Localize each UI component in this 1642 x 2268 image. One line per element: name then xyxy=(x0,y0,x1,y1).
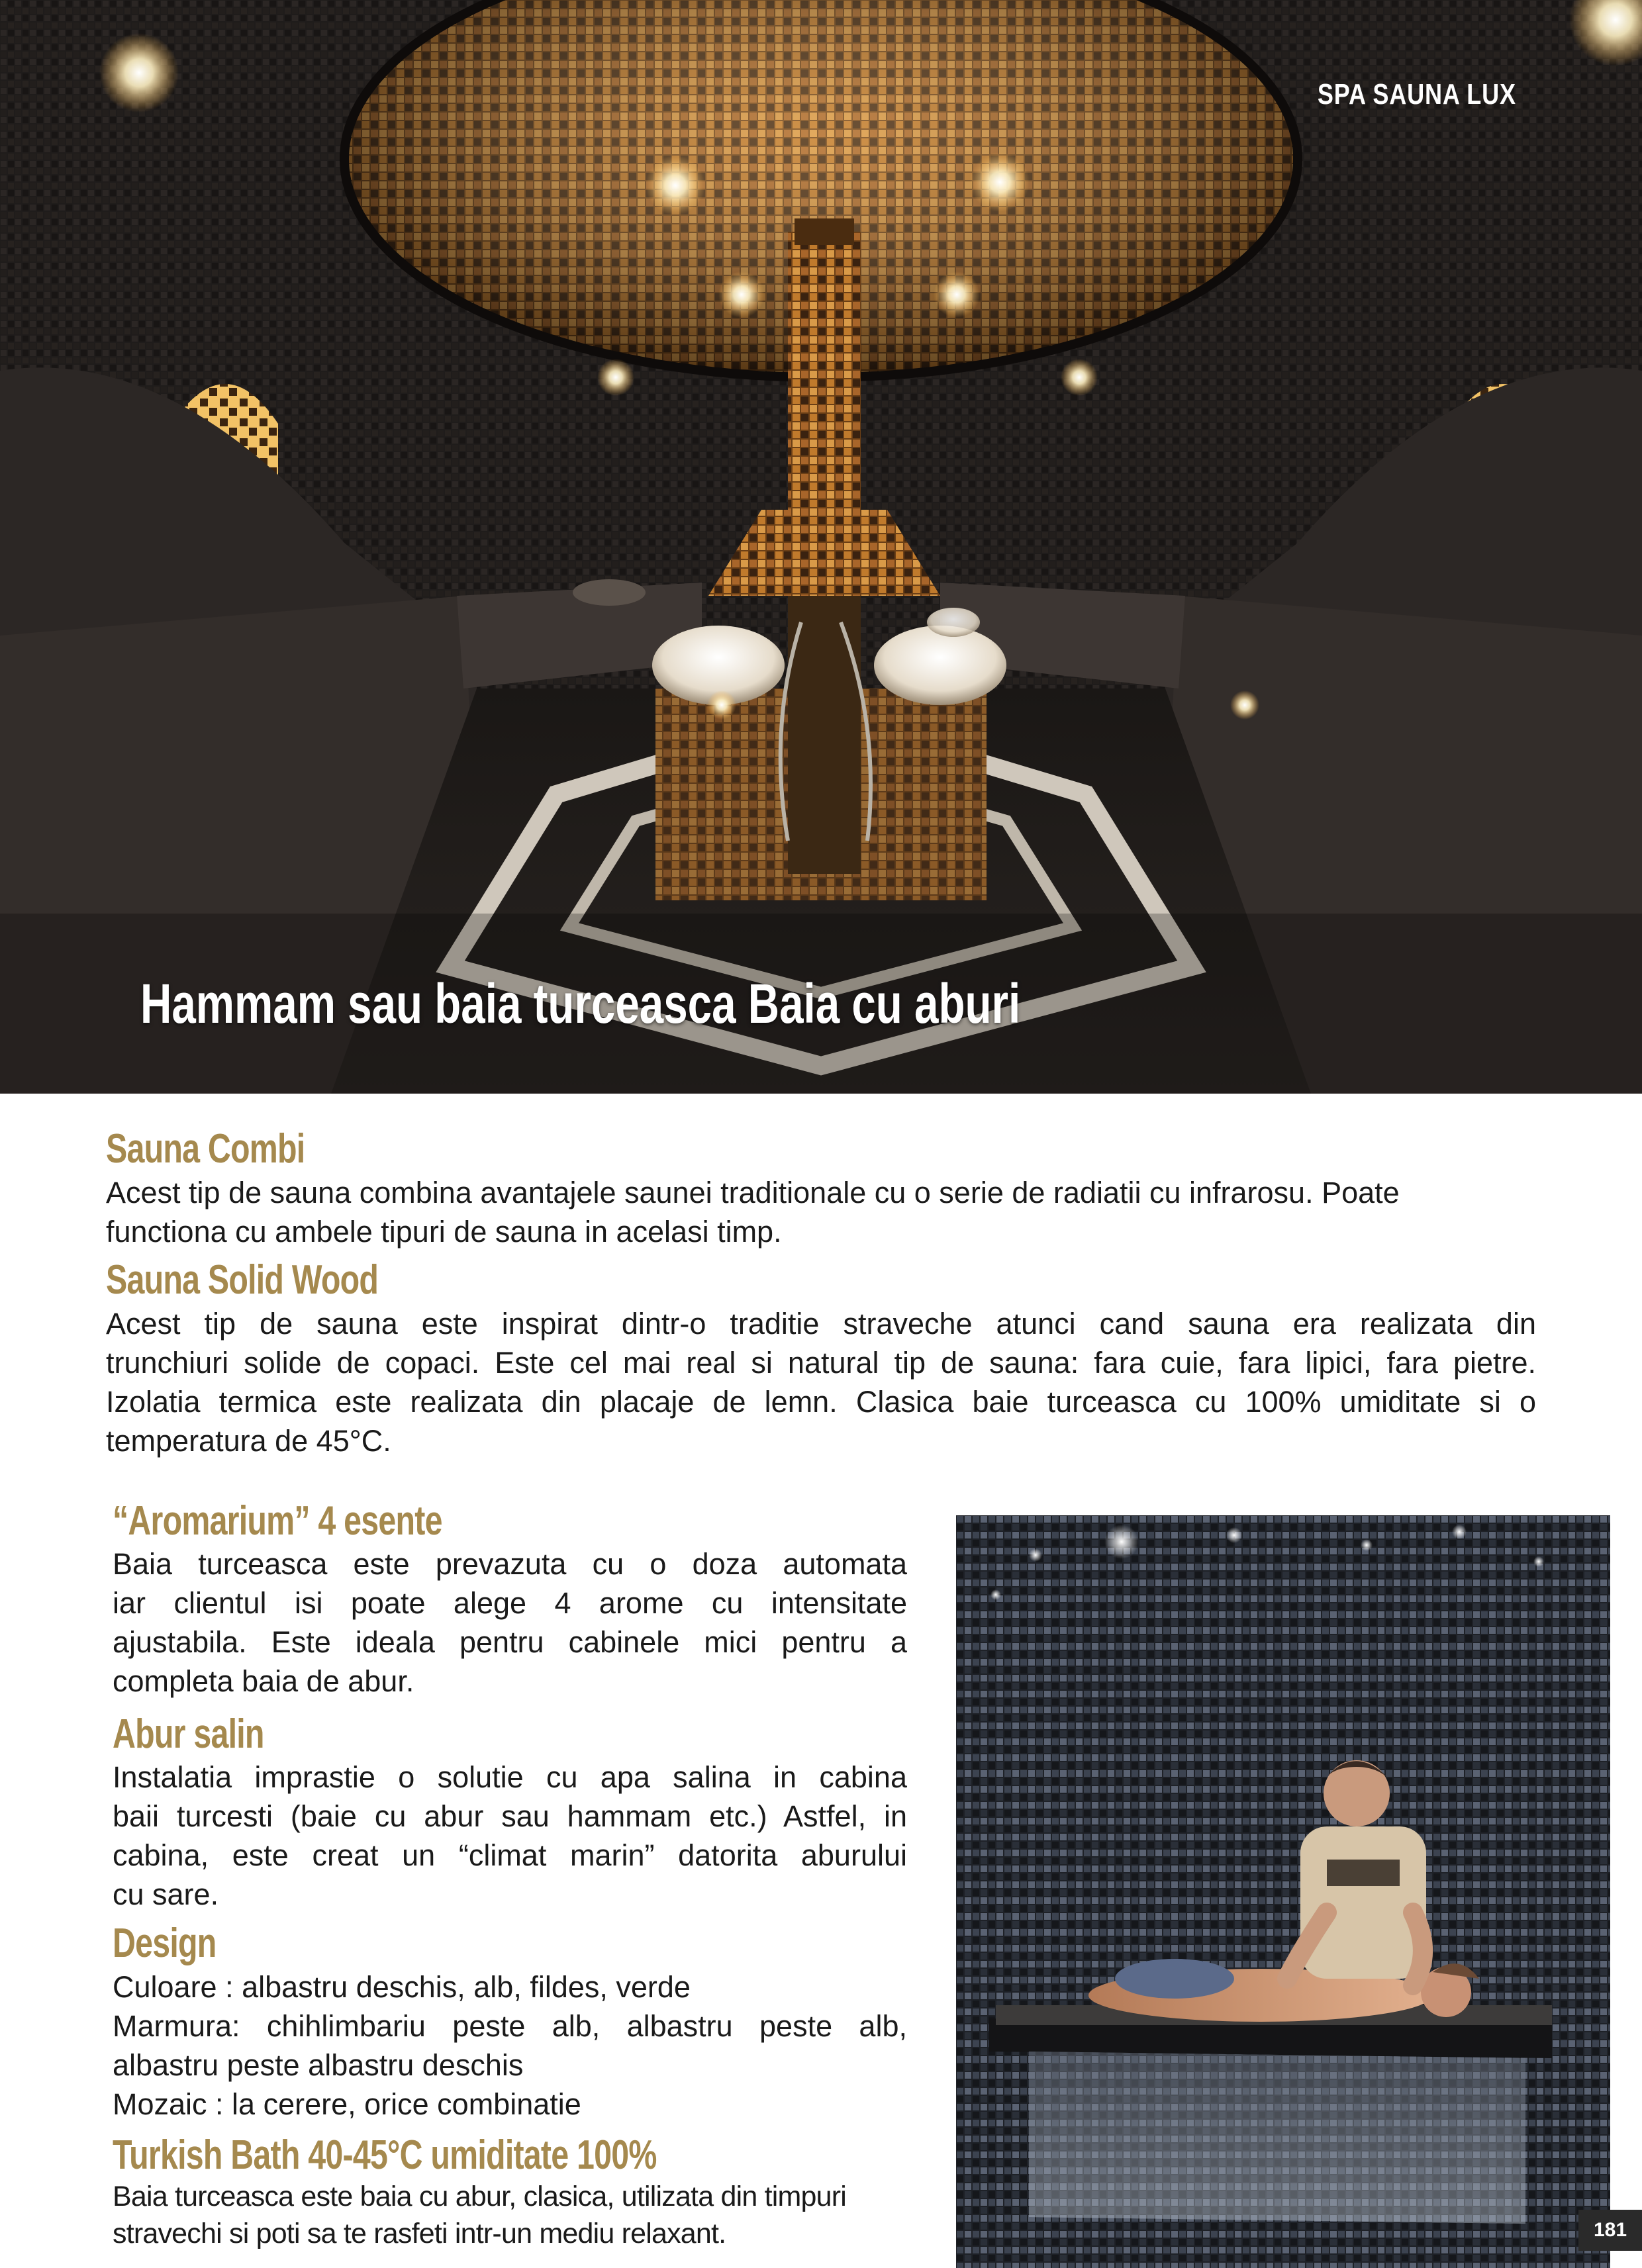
text-line: Baia turceasca este prevazuta cu o doza automata xyxy=(113,1547,907,1581)
text-line: Acest tip de sauna combina avantajele saunei traditionale cu o serie de radiatii cu infrarosu. Poate xyxy=(106,1176,1400,1209)
design-text xyxy=(113,1967,907,2124)
sauna-solid-wood-text xyxy=(106,1304,1536,1460)
aromarium-text xyxy=(113,1544,907,1701)
section-heading-sauna-combi: Sauna Combi xyxy=(106,1126,305,1172)
text-line: Acest tip de sauna este inspirat dintr-o traditie straveche atunci cand sauna era realizata din xyxy=(106,1307,1536,1341)
text-line: albastru peste albastru deschis xyxy=(113,2048,524,2082)
massage-photo xyxy=(956,1515,1610,2268)
text-line: Culoare : albastru deschis, alb, fildes, verde xyxy=(113,1970,691,2004)
section-heading-design: Design xyxy=(113,1920,217,1966)
hero-photo xyxy=(0,0,1642,1094)
turkish-bath-text xyxy=(113,2178,934,2252)
text-line: Marmura: chihlimbariu peste alb, albastru peste alb, xyxy=(113,2009,907,2043)
text-line: Mozaic : la cerere, orice combinatie xyxy=(113,2087,581,2121)
abur-salin-text xyxy=(113,1758,907,1914)
text-line: ajustabila. Este ideala pentru cabinele mici pentru a xyxy=(113,1625,907,1659)
page-number-badge: 181 xyxy=(1578,2210,1642,2251)
section-heading-aromarium: “Aromarium” 4 esente xyxy=(113,1498,442,1544)
massage-steam-room-illustration xyxy=(956,1515,1610,2268)
section-heading-turkish-bath: Turkish Bath 40-45°C umiditate 100% xyxy=(113,2132,657,2178)
hero-title: Hammam sau baia turceasca Baia cu aburi xyxy=(140,972,1021,1035)
text-line: completa baia de abur. xyxy=(113,1664,414,1698)
text-line: baii turcesti (baie cu abur sau hammam etc.) Astfel, in xyxy=(113,1799,907,1833)
text-line: temperatura de 45°C. xyxy=(106,1424,391,1458)
section-heading-abur-salin: Abur salin xyxy=(113,1711,264,1757)
text-line: Izolatia termica este realizata din placaje de lemn. Clasica baie turceasca cu 100% umiditate si o xyxy=(106,1385,1536,1419)
text-line: functiona cu ambele tipuri de sauna in acelasi timp. xyxy=(106,1215,782,1249)
text-line: Baia turceasca este baia cu abur, clasica, utilizata din timpuri xyxy=(113,2181,847,2212)
text-line: cu sare. xyxy=(113,1877,219,1911)
text-line: iar clientul isi poate alege 4 arome cu intensitate xyxy=(113,1586,907,1620)
text-line: cabina, este creat un “climat marin” datorita aburului xyxy=(113,1838,907,1872)
text-line: trunchiuri solide de copaci. Este cel mai real si natural tip de sauna: fara cuie, fara lipici, fara pietre. xyxy=(106,1346,1536,1380)
hammam-interior-illustration xyxy=(0,0,1642,1094)
brand-label: SPA SAUNA LUX xyxy=(1318,78,1516,111)
sauna-combi-text xyxy=(106,1173,1536,1251)
section-heading-sauna-solid-wood: Sauna Solid Wood xyxy=(106,1257,379,1303)
text-line: stravechi si poti sa te rasfeti intr-un mediu relaxant. xyxy=(113,2218,726,2249)
text-line: Instalatia imprastie o solutie cu apa salina in cabina xyxy=(113,1760,907,1794)
